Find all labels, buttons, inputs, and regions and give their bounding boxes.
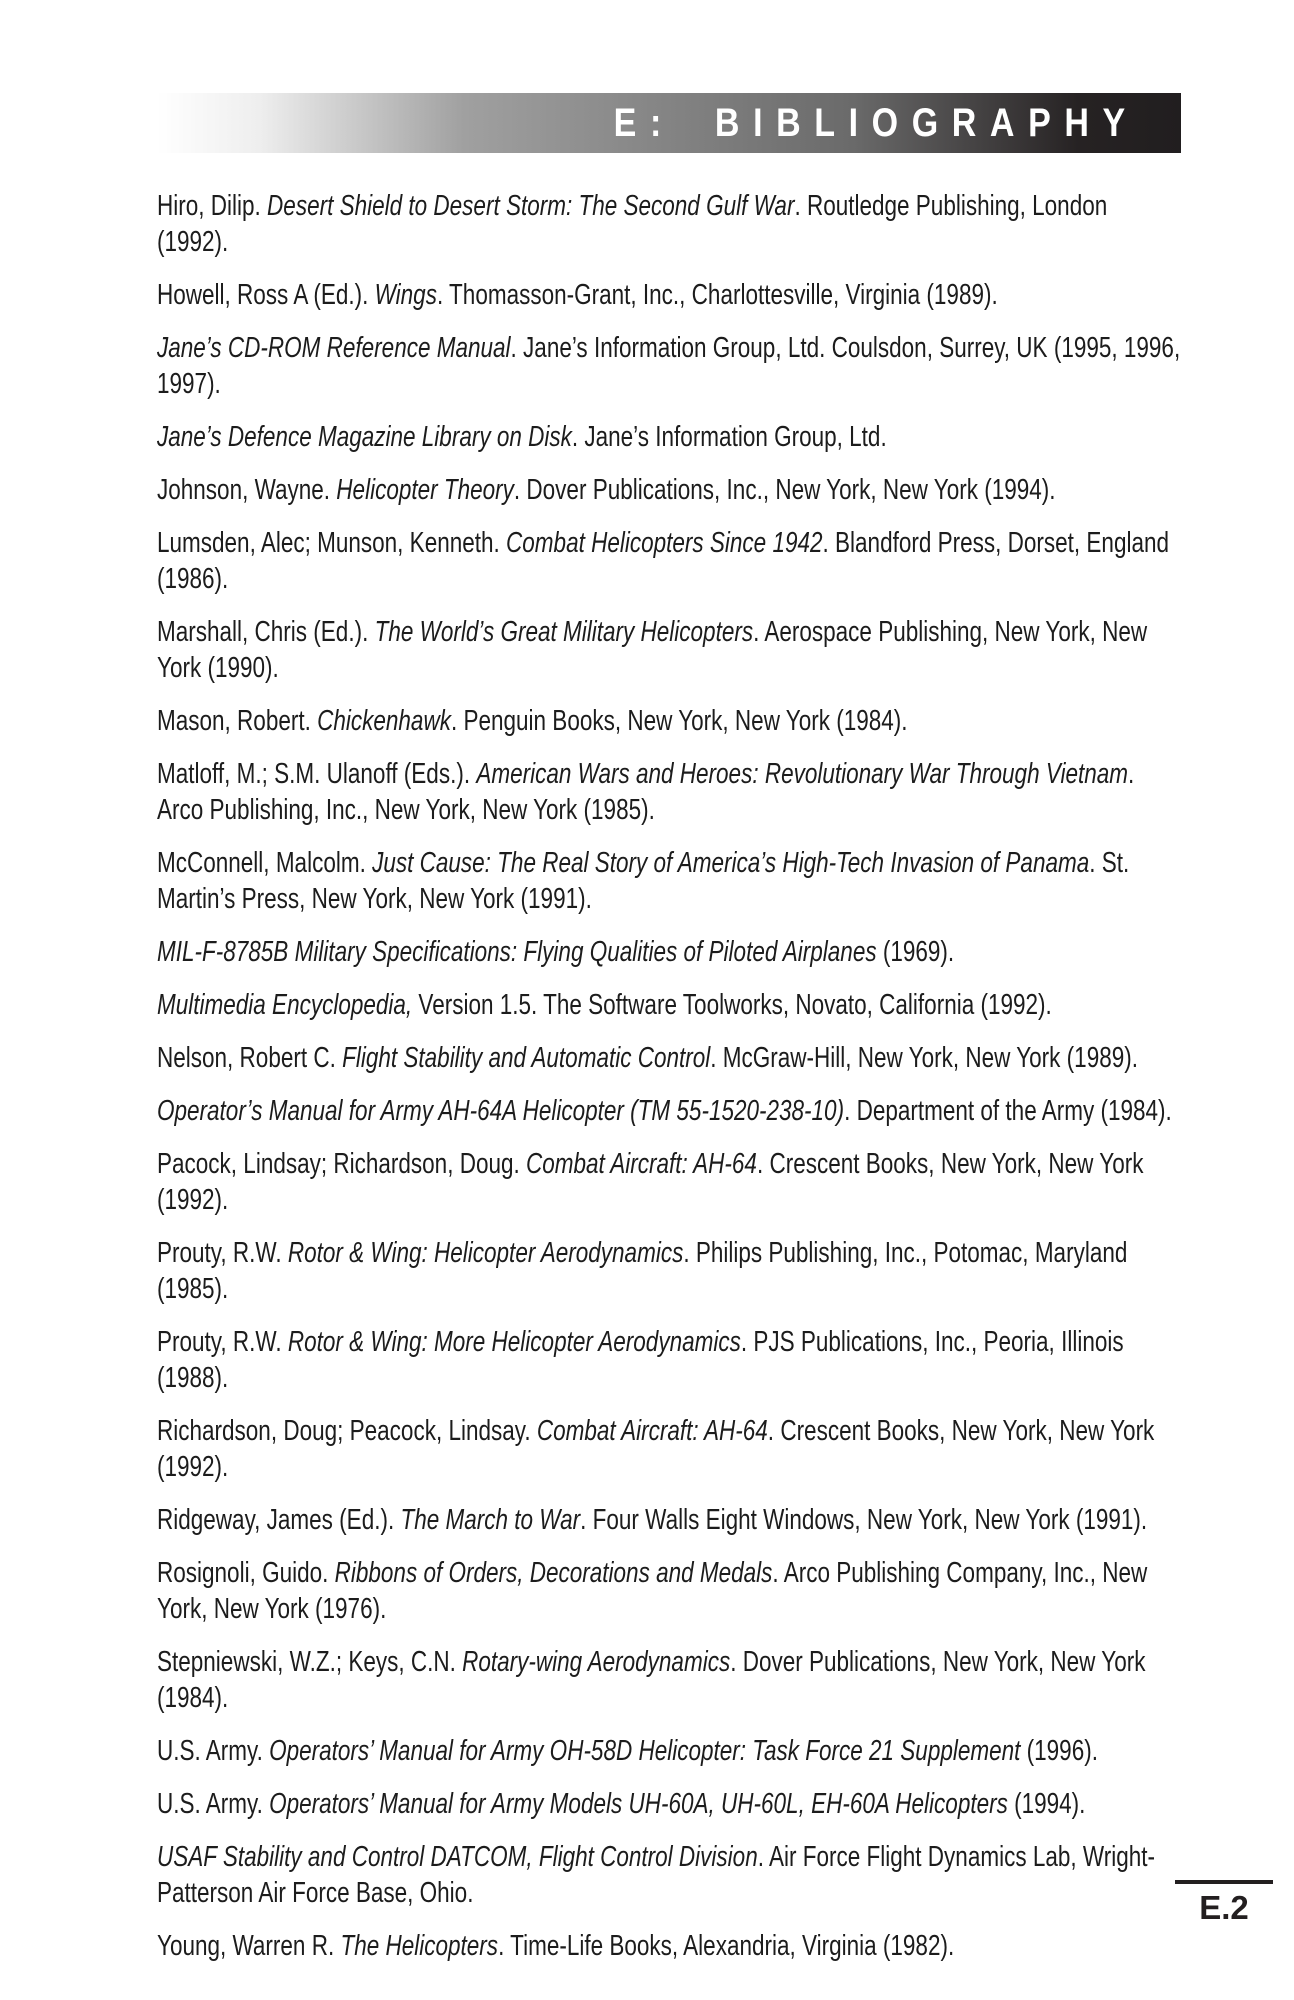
entry-text: Lumsden, Alec; Munson, Kenneth. <box>157 527 507 559</box>
bibliography-entry <box>157 472 1181 508</box>
entry-text: Version 1.5. The Software Toolworks, Novato, California (1992). <box>412 989 1052 1021</box>
entry-text: (1996). <box>1020 1735 1098 1767</box>
bibliography-entry <box>157 277 1181 313</box>
entry-title: American Wars and Heroes: Revolutionary War Through Vietnam <box>476 758 1128 790</box>
entry-title: Operators’ Manual for Army OH-58D Helicopter: Task Force 21 Supplement <box>269 1735 1021 1767</box>
entry-text: Prouty, R.W. <box>157 1326 288 1358</box>
bibliography-entry <box>157 1413 1181 1485</box>
entry-title: Desert Shield to Desert Storm: The Second Gulf War <box>267 190 795 222</box>
entry-title: Chickenhawk <box>317 705 451 737</box>
entry-text: McConnell, Malcolm. <box>157 847 373 879</box>
entry-text: Pacock, Lindsay; Richardson, Doug. <box>157 1148 527 1180</box>
entry-text: . Dover Publications, New York, New York (1984). <box>157 1646 1146 1714</box>
entry-title: Operators’ Manual for Army Models UH-60A, UH-60L, EH-60A Helicopters <box>269 1788 1008 1820</box>
footer-rule <box>1175 1880 1273 1884</box>
entry-title: Combat Aircraft: AH-64 <box>536 1415 768 1447</box>
entry-text: Matloff, M.; S.M. Ulanoff (Eds.). <box>157 758 477 790</box>
entry-title: The March to War <box>400 1504 581 1536</box>
entry-text: (1994). <box>1007 1788 1086 1820</box>
entry-text: . Aerospace Publishing, New York, New York (1990). <box>157 616 1148 684</box>
entry-title: The Helicopters <box>340 1930 499 1962</box>
entry-text: Richardson, Doug; Peacock, Lindsay. <box>157 1415 537 1447</box>
entry-title: Ribbons of Orders, Decorations and Medals <box>334 1557 773 1589</box>
entry-title: Helicopter Theory <box>336 474 514 506</box>
entry-text: . St. Martin’s Press, New York, New York (1991). <box>157 847 1130 915</box>
entry-text: . Time-Life Books, Alexandria, Virginia (1982). <box>498 1930 955 1962</box>
bibliography-entry <box>157 614 1181 686</box>
entry-text: Johnson, Wayne. <box>157 474 337 506</box>
entry-title: Operator’s Manual for Army AH-64A Helicopter (TM 55-1520-238-10) <box>157 1095 845 1127</box>
entry-text: . Arco Publishing Company, Inc., New York, New York (1976). <box>157 1557 1148 1625</box>
bibliography-entry <box>157 525 1181 597</box>
entry-text: . Dover Publications, Inc., New York, New York (1994). <box>513 474 1056 506</box>
entry-title: The World’s Great Military Helicopters <box>374 616 754 648</box>
entry-text: . Blandford Press, Dorset, England (1986). <box>157 527 1170 595</box>
entry-text: . Penguin Books, New York, New York (1984). <box>450 705 908 737</box>
bibliography-entry <box>157 1733 1181 1769</box>
entry-title: Wings <box>374 279 437 311</box>
entry-text: Hiro, Dilip. <box>157 190 268 222</box>
bibliography-entry <box>157 330 1181 402</box>
bibliography-entry <box>157 1324 1181 1396</box>
bibliography-entry <box>157 845 1181 917</box>
bibliography-entry <box>157 1502 1181 1538</box>
entry-text: . PJS Publications, Inc., Peoria, Illinois (1988). <box>157 1326 1124 1394</box>
entry-text: Young, Warren R. <box>157 1930 341 1962</box>
entry-text: U.S. Army. <box>157 1735 270 1767</box>
entry-text: (1969). <box>876 936 955 968</box>
entry-title: USAF Stability and Control DATCOM, Flight Control Division <box>157 1841 758 1873</box>
bibliography-entry <box>157 419 1181 455</box>
entry-text: . Department of the Army (1984). <box>844 1095 1172 1127</box>
bibliography-entry <box>157 703 1181 739</box>
entry-title: Combat Helicopters Since 1942 <box>506 527 823 559</box>
entry-text: Nelson, Robert C. <box>157 1042 343 1074</box>
entry-text: . Jane’s Information Group, Ltd. <box>571 421 887 453</box>
entry-text: Rosignoli, Guido. <box>157 1557 335 1589</box>
bibliography-entry <box>157 1644 1181 1716</box>
page-number: E.2 <box>1199 1889 1249 1926</box>
entry-title: Rotor & Wing: More Helicopter Aerodynamics <box>287 1326 741 1358</box>
bibliography-list <box>157 188 1181 1981</box>
entry-title: Jane’s Defence Magazine Library on Disk <box>157 421 572 453</box>
entry-text: Ridgeway, James (Ed.). <box>157 1504 401 1536</box>
bibliography-entry <box>157 1040 1181 1076</box>
entry-text: Mason, Robert. <box>157 705 318 737</box>
entry-text: Howell, Ross A (Ed.). <box>157 279 375 311</box>
entry-text: . McGraw-Hill, New York, New York (1989). <box>710 1042 1138 1074</box>
bibliography-entry <box>157 1786 1181 1822</box>
bibliography-entry <box>157 1555 1181 1627</box>
entry-text: . Crescent Books, New York, New York (1992). <box>157 1148 1144 1216</box>
entry-text: . Routledge Publishing, London (1992). <box>157 190 1108 258</box>
bibliography-entry <box>157 1235 1181 1307</box>
entry-title: MIL-F-8785B Military Specifications: Flying Qualities of Piloted Airplanes <box>157 936 877 968</box>
section-header-title: E: BIBLIOGRAPHY <box>613 101 1139 145</box>
entry-text: Marshall, Chris (Ed.). <box>157 616 375 648</box>
entry-text: . Arco Publishing, Inc., New York, New York (1985). <box>157 758 1135 826</box>
entry-text: U.S. Army. <box>157 1788 270 1820</box>
entry-title: Combat Aircraft: AH-64 <box>526 1148 757 1180</box>
entry-text: . Crescent Books, New York, New York (1992). <box>157 1415 1155 1483</box>
bibliography-entry <box>157 756 1181 828</box>
bibliography-entry <box>157 987 1181 1023</box>
section-header-bar <box>157 93 1181 153</box>
bibliography-entry <box>157 1146 1181 1218</box>
entry-text: Stepniewski, W.Z.; Keys, C.N. <box>157 1646 463 1678</box>
entry-title: Flight Stability and Automatic Control <box>342 1042 711 1074</box>
bibliography-entry <box>157 1928 1181 1964</box>
entry-text: Prouty, R.W. <box>157 1237 288 1269</box>
entry-text: . Four Walls Eight Windows, New York, New York (1991). <box>580 1504 1148 1536</box>
entry-title: Rotary-wing Aerodynamics <box>462 1646 731 1678</box>
bibliography-entry <box>157 1093 1181 1129</box>
entry-title: Jane’s CD-ROM Reference Manual <box>157 332 511 364</box>
entry-text: . Jane’s Information Group, Ltd. Coulsdon, Surrey, UK (1995, 1996, 1997). <box>157 332 1181 400</box>
entry-text: . Air Force Flight Dynamics Lab, Wright-Patterson Air Force Base, Ohio. <box>157 1841 1155 1909</box>
entry-text: . Thomasson-Grant, Inc., Charlottesville, Virginia (1989). <box>436 279 998 311</box>
bibliography-entry <box>157 934 1181 970</box>
bibliography-entry <box>157 188 1181 260</box>
entry-title: Just Cause: The Real Story of America’s High-Tech Invasion of Panama <box>372 847 1090 879</box>
entry-title: Rotor & Wing: Helicopter Aerodynamics <box>287 1237 684 1269</box>
entry-title: Multimedia Encyclopedia, <box>157 989 413 1021</box>
bibliography-entry <box>157 1839 1181 1911</box>
entry-text: . Philips Publishing, Inc., Potomac, Maryland (1985). <box>157 1237 1128 1305</box>
